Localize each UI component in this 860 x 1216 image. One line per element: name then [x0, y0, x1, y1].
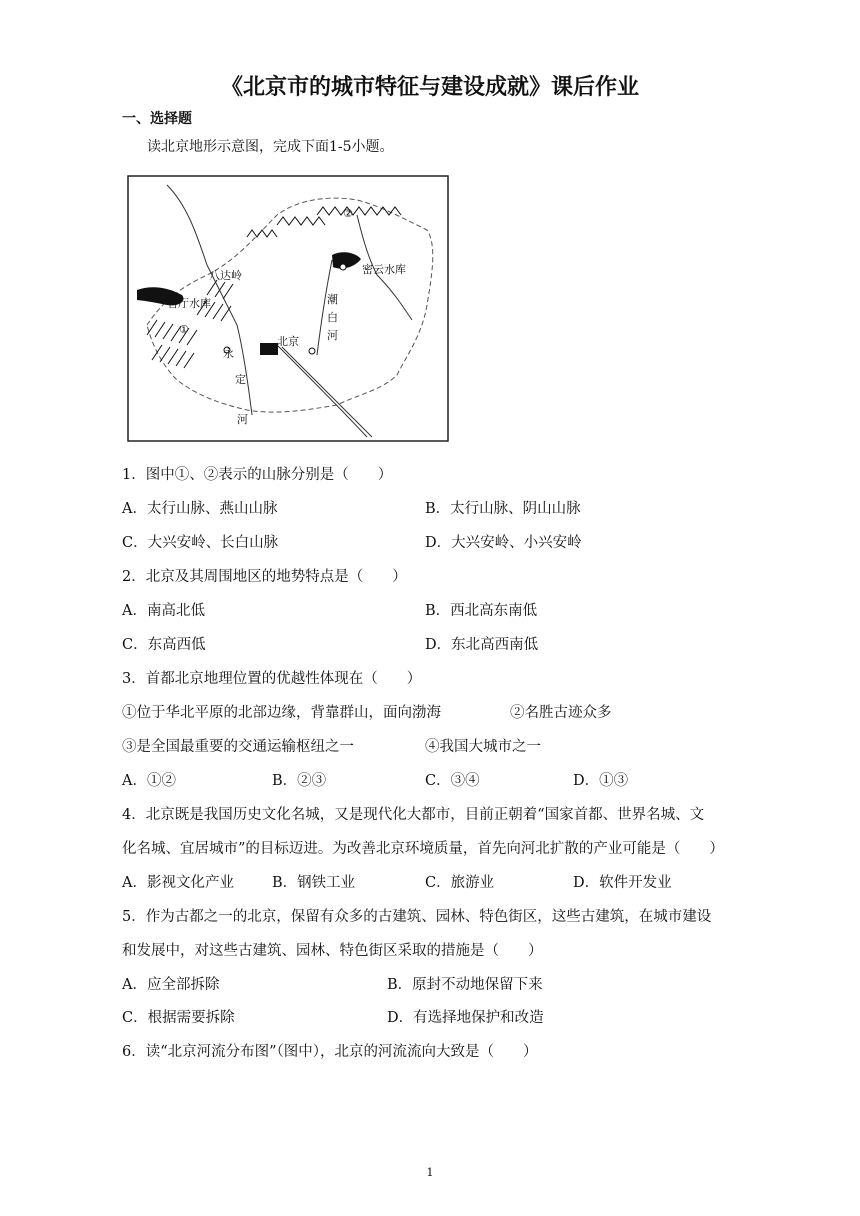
map-label-chao: 潮 [327, 293, 338, 306]
question-6-stem: 6．读“北京河流分布图”（图中），北京的河流流向大致是（ ） [122, 1044, 538, 1060]
question-3-item-1: ①位于华北平原的北部边缘，背靠群山，面向渤海 [122, 705, 441, 721]
question-5-option-b: B．原封不动地保留下来 [387, 977, 543, 993]
map-label-ding: 定 [235, 373, 246, 386]
question-3-stem: 3．首都北京地理位置的优越性体现在（ ） [122, 671, 422, 687]
question-3-option-d: D．①③ [573, 773, 629, 789]
question-5-stem-line-2: 和发展中，对这些古建筑、园林、特色街区采取的措施是（ ） [122, 943, 543, 959]
question-3-option-c: C．③④ [425, 773, 480, 789]
question-5-option-d: D．有选择地保护和改造 [387, 1010, 544, 1026]
question-5-stem-line-1: 5．作为古都之一的北京，保留有众多的古建筑、园林、特色街区，这些古建筑，在城市建设 [122, 909, 712, 925]
question-2-option-b: B．西北高东南低 [425, 603, 538, 619]
page-number: 1 [426, 1166, 434, 1179]
map-marker-1: ① [179, 323, 189, 336]
map-label-miyun: 密云水库 [362, 263, 406, 276]
question-4-stem-line-2: 化名城、宜居城市”的目标迈进。为改善北京环境质量，首先向河北扩散的产业可能是（ ） [122, 841, 724, 857]
page-title: 《北京市的城市特征与建设成就》课后作业 [220, 75, 639, 100]
question-1-stem: 1．图中①、②表示的山脉分别是（ ） [122, 467, 393, 483]
section-heading: 一、选择题 [122, 111, 192, 127]
map-label-bai: 白 [327, 311, 338, 324]
question-4-option-a: A．影视文化产业 [122, 875, 234, 891]
map-label-he2: 河 [237, 413, 248, 426]
map-label-guanting: 官厅水库 [167, 297, 211, 310]
question-2-option-d: D．东北高西南低 [425, 637, 539, 653]
question-3-item-4: ④我国大城市之一 [425, 739, 541, 755]
question-4-option-d: D．软件开发业 [573, 875, 672, 891]
map-marker-2: ② [343, 207, 353, 220]
question-2-option-c: C．东高西低 [122, 637, 206, 653]
question-1-option-d: D．大兴安岭、小兴安岭 [425, 535, 582, 551]
question-1-option-b: B．太行山脉、阴山山脉 [425, 501, 581, 517]
question-2-option-a: A．南高北低 [122, 603, 205, 619]
question-4-stem-line-1: 4．北京既是我国历史文化名城，又是现代化大都市，目前正朝着“国家首都、世界名城、文 [122, 807, 705, 823]
question-2-stem: 2．北京及其周围地区的地势特点是（ ） [122, 569, 407, 585]
question-3-item-2: ②名胜古迹众多 [510, 705, 612, 721]
question-1-option-a: A．太行山脉、燕山山脉 [122, 501, 278, 517]
question-1-option-c: C．大兴安岭、长白山脉 [122, 535, 279, 551]
question-4-option-b: B．钢铁工业 [272, 875, 356, 891]
question-3-option-b: B．②③ [272, 773, 327, 789]
question-5-option-a: A．应全部拆除 [122, 977, 220, 993]
map-label-beijing: 北京 [277, 335, 299, 348]
map-label-badaling: 八达岭 [209, 269, 242, 282]
question-3-option-a: A．①② [122, 773, 176, 789]
question-4-option-c: C．旅游业 [425, 875, 495, 891]
map-label-yong: 永 [223, 347, 234, 360]
map-label-he1: 河 [327, 329, 338, 342]
question-3-item-3: ③是全国最重要的交通运输枢纽之一 [122, 739, 354, 755]
beijing-terrain-map [127, 175, 449, 442]
question-5-option-c: C．根据需要拆除 [122, 1010, 235, 1026]
intro-text: 读北京地形示意图，完成下面1-5小题。 [147, 139, 394, 155]
